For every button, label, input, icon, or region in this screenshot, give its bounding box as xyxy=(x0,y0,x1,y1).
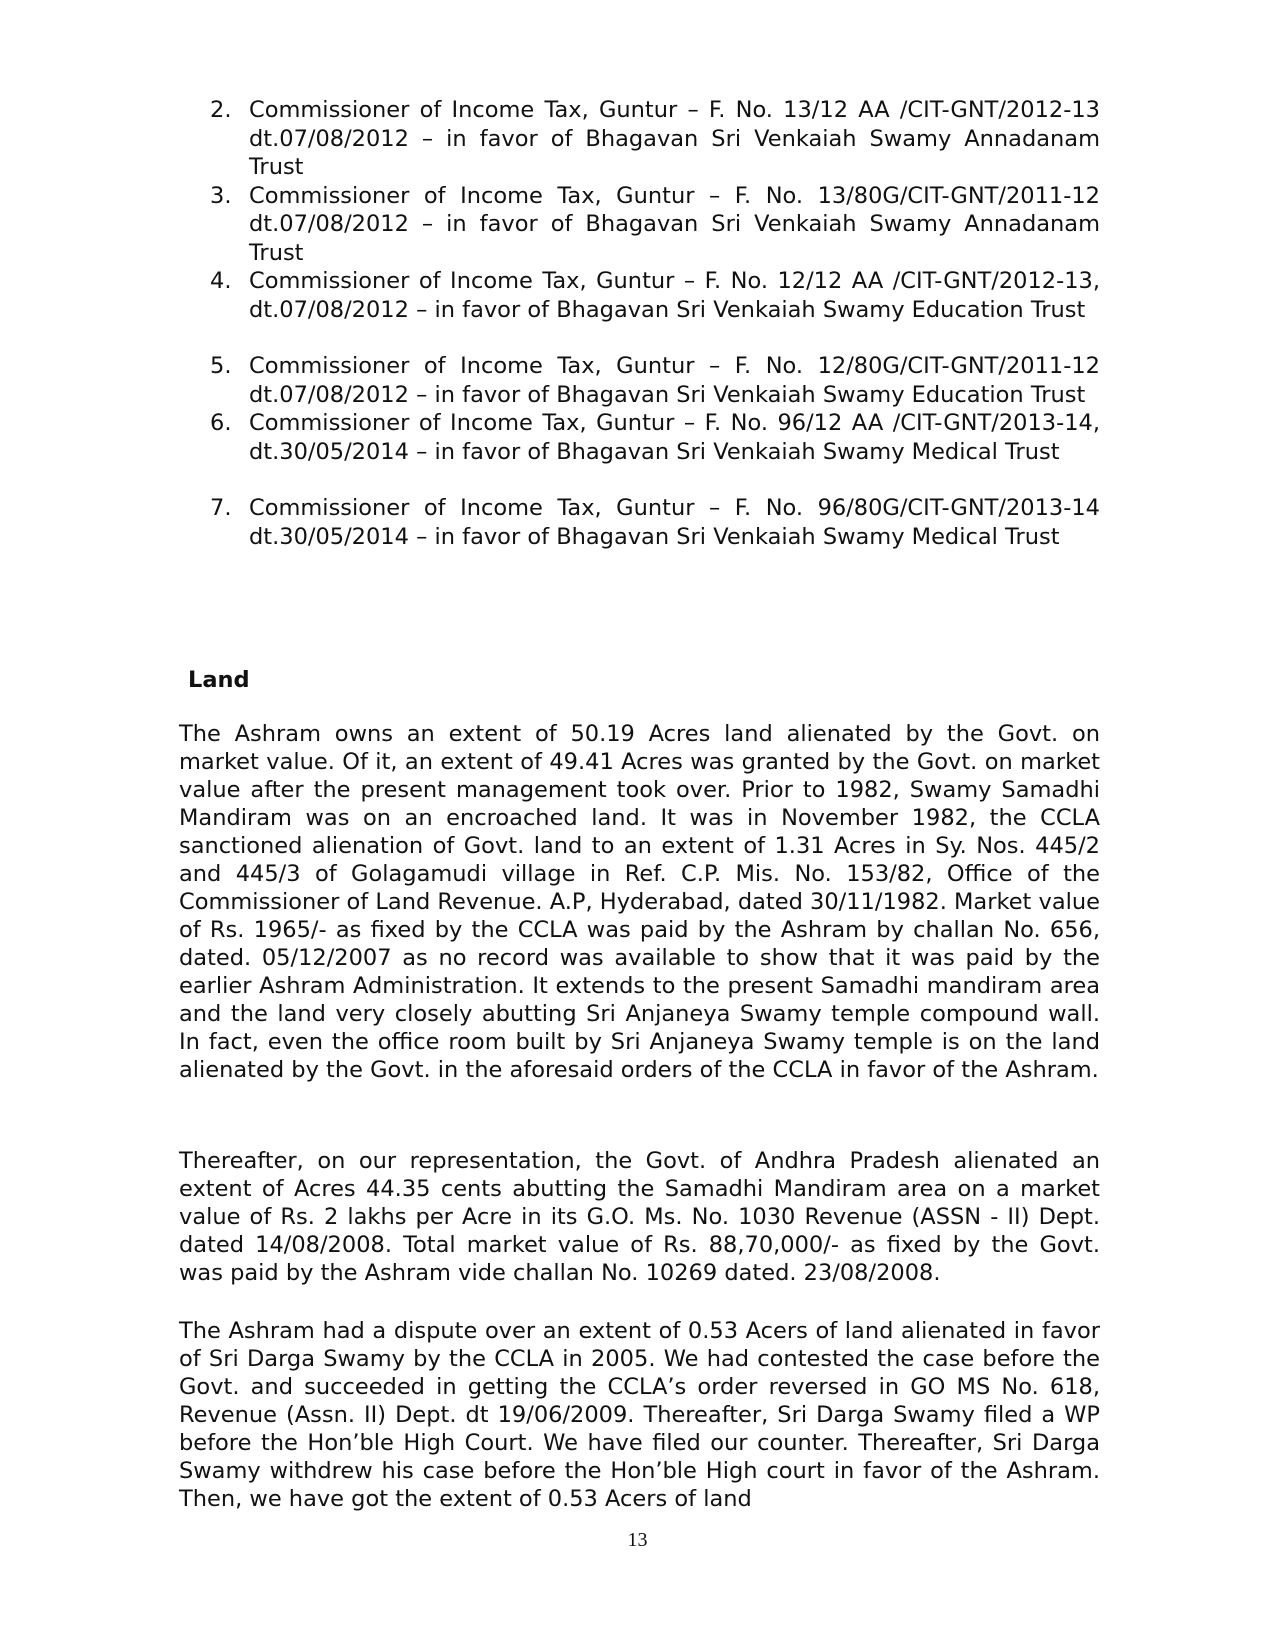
list-item-number: 7. xyxy=(210,495,232,521)
list-item xyxy=(200,409,1100,466)
list-item-text: Commissioner of Income Tax, Guntur – F. No. 96/12 AA /CIT-GNT/2013-14, dt.30/05/2014 – in favor of Bhagavan Sri Venkaiah Swamy Medical Trust xyxy=(249,410,1100,465)
list-item-number: 2. xyxy=(210,97,232,123)
list-item-text: Commissioner of Income Tax, Guntur – F. No. 12/12 AA /CIT-GNT/2012-13, dt.07/08/2012 – in favor of Bhagavan Sri Venkaiah Swamy Education Trust xyxy=(249,268,1100,323)
list-item xyxy=(200,494,1100,551)
list-item-text: Commissioner of Income Tax, Guntur – F. No. 13/80G/CIT-GNT/2011-12 dt.07/08/2012 – in favor of Bhagavan Sri Venkaiah Swamy Annadanam Trust xyxy=(249,182,1100,266)
list-item-number: 3. xyxy=(210,182,232,209)
page-number: 13 xyxy=(627,1529,648,1551)
list-item xyxy=(200,96,1100,182)
list-item-number: 6. xyxy=(210,410,232,436)
land-paragraph-dispute: The Ashram had a dispute over an extent of 0.53 Acers of land alienated in favor of Sri Darga Swamy by the CCLA in 2005. We had contested the case before the Govt. and succeeded in getting the CCLA’s order reversed in GO MS No. 618, Revenue (Assn. II) Dept. dt 19/06/2009. Thereafter, Sri Darga Swamy filed a WP before the Hon’ble High Court. We have filed our counter. Thereafter, Sri Darga Swamy withdrew his case before the Hon’ble High court in favor of the Ashram. Then, we have got the extent of 0.53 Acers of land xyxy=(179,1318,1100,1512)
list-item-number: 4. xyxy=(210,268,232,294)
land-paragraph-ownership: The Ashram owns an extent of 50.19 Acres land alienated by the Govt. on market value. Of it, an extent of 49.41 Acres was granted by the Govt. on market value after the present management took over. Prior to 1982, Swamy Samadhi Mandiram was on an encroached land. It was in November 1982, the CCLA sanctioned alienation of Govt. land to an extent of 1.31 Acres in Sy. Nos. 445/2 and 445/3 of Golagamudi village in Ref. C.P. Mis. No. 153/82, Office of the Commissioner of Land Revenue. A.P, Hyderabad, dated 30/11/1982. Market value of Rs. 1965/- as fixed by the CCLA was paid by the Ashram by challan No. 656, dated. 05/12/2007 as no record was available to show that it was paid by the earlier Ashram Administration. It extends to the present Samadhi mandiram area and the land very closely abutting Sri Anjaneya Swamy temple compound wall. In fact, even the office room built by Sri Anjaneya Swamy temple is on the land alienated by the Govt. in the aforesaid orders of the CCLA in favor of the Ashram. xyxy=(179,721,1100,1083)
list-item-number: 5. xyxy=(210,353,232,379)
commissioner-order-list xyxy=(200,96,1100,551)
list-item-text: Commissioner of Income Tax, Guntur – F. No. 96/80G/CIT-GNT/2013-14 dt.30/05/2014 – in favor of Bhagavan Sri Venkaiah Swamy Medical Trust xyxy=(249,495,1100,550)
land-paragraph-alienation: Thereafter, on our representation, the Govt. of Andhra Pradesh alienated an extent of Acres 44.35 cents abutting the Samadhi Mandiram area on a market value of Rs. 2 lakhs per Acre in its G.O. Ms. No. 1030 Revenue (ASSN - II) Dept. dated 14/08/2008. Total market value of Rs. 88,70,000/- as fixed by the Govt. was paid by the Ashram vide challan No. 10269 dated. 23/08/2008. xyxy=(179,1148,1100,1286)
list-item-text: Commissioner of Income Tax, Guntur – F. No. 12/80G/CIT-GNT/2011-12 dt.07/08/2012 – in favor of Bhagavan Sri Venkaiah Swamy Education Trust xyxy=(249,353,1100,408)
list-item-text: Commissioner of Income Tax, Guntur – F. No. 13/12 AA /CIT-GNT/2012-13 dt.07/08/2012 – in favor of Bhagavan Sri Venkaiah Swamy Annadanam Trust xyxy=(249,97,1100,180)
list-item xyxy=(200,182,1100,268)
list-item xyxy=(200,267,1100,324)
land-heading: Land xyxy=(188,667,250,693)
list-item xyxy=(200,352,1100,409)
